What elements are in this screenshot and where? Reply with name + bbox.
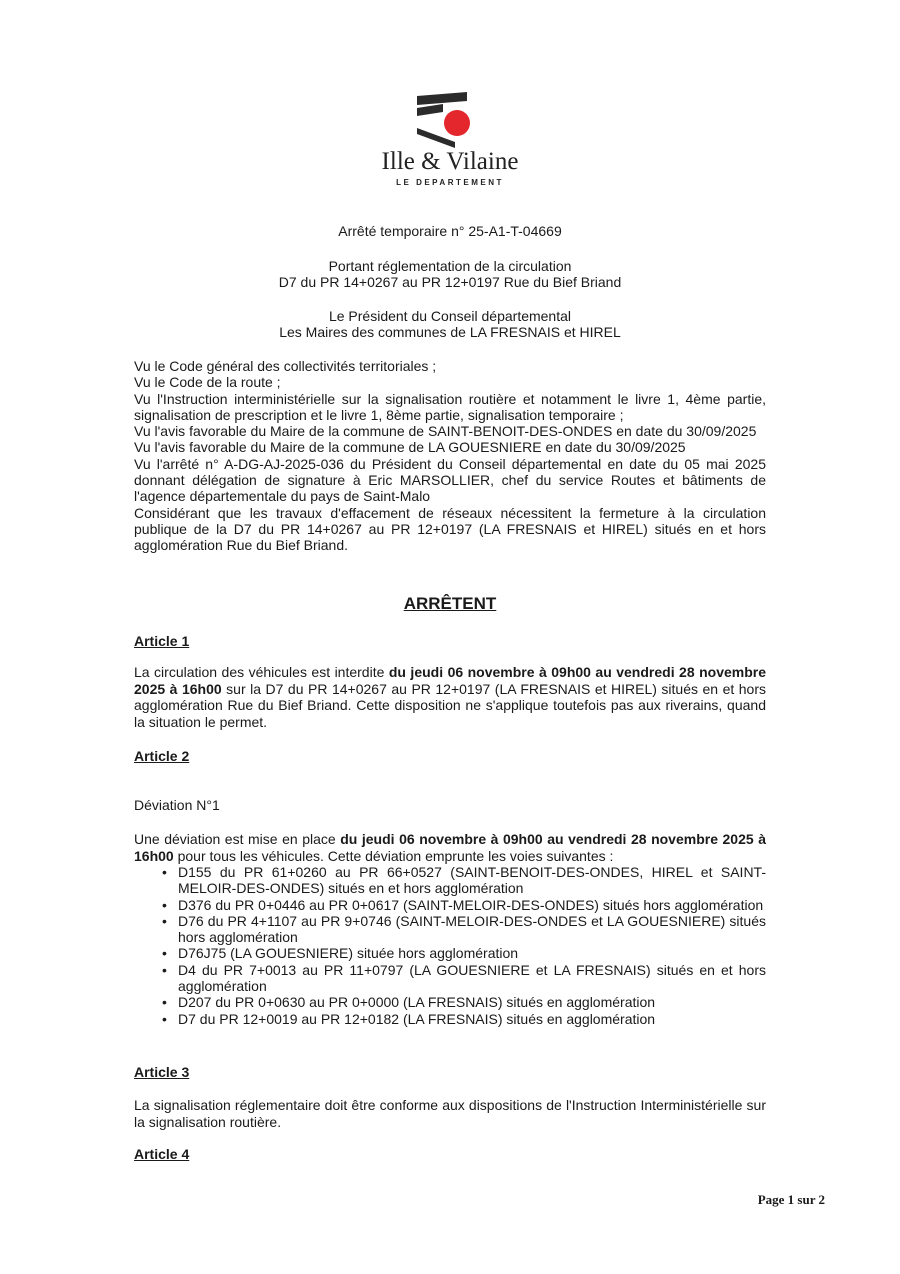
deviation-route: • D155 du PR 61+0260 au PR 66+0527 (SAINT-BENOIT-DES-ONDES, HIREL et SAINT-MELOIR-DES-ONDES) situés en et hors agglomération bbox=[178, 864, 766, 897]
article-3-text: La signalisation réglementaire doit être conforme aux dispositions de l'Instruction Interministérielle sur la signalisation routière. bbox=[134, 1097, 766, 1130]
article-1-text-a: La circulation des véhicules est interdite bbox=[134, 664, 389, 680]
article-1-heading: Article 1 bbox=[134, 633, 190, 649]
deviation-route: • D4 du PR 7+0013 au PR 11+0797 (LA GOUESNIERE et LA FRESNAIS) situés en et hors agglomération bbox=[178, 962, 766, 995]
logo-subtitle: LE DEPARTEMENT bbox=[396, 178, 504, 187]
preamble bbox=[134, 358, 766, 554]
deviation-route: • D376 du PR 0+0446 au PR 0+0617 (SAINT-MELOIR-DES-ONDES) situés hors agglomération bbox=[178, 897, 766, 913]
deviation-route: • D76 du PR 4+1107 au PR 9+0746 (SAINT-MELOIR-DES-ONDES et LA GOUESNIERE) situés hors agglomération bbox=[178, 913, 766, 946]
article-1-dates: du jeudi 06 novembre à 09h00 au vendredi 28 novembre 2025 à 16h00 bbox=[134, 664, 767, 697]
deviation-route: • D207 du PR 0+0630 au PR 0+0000 (LA FRESNAIS) situés en agglomération bbox=[178, 994, 766, 1010]
article-2-heading: Article 2 bbox=[134, 748, 190, 764]
preamble-item: Vu l'Instruction interministérielle sur la signalisation routière et notamment le livre 1, 4ème partie, signalisation de prescription et le livre 1, 8ème partie, signalisation temporaire ; bbox=[134, 390, 766, 423]
article-1-text-b: sur la D7 du PR 14+0267 au PR 12+0197 (LA FRESNAIS et HIREL) situés en et hors agglomération Rue du Bief Briand. Cette disposition ne s'applique toutefois pas aux riverains, quand la situation le permet. bbox=[134, 680, 767, 730]
deviation-route: • D76J75 (LA GOUESNIERE) située hors agglomération bbox=[178, 945, 766, 961]
deviation-route: • D7 du PR 12+0019 au PR 12+0182 (LA FRESNAIS) situés en agglomération bbox=[178, 1011, 766, 1027]
preamble-item: Vu le Code général des collectivités territoriales ; bbox=[134, 358, 437, 374]
decision-title: ARRÊTENT bbox=[403, 594, 497, 613]
authority-line-1: Le Président du Conseil départemental bbox=[328, 308, 572, 324]
ille-et-vilaine-emblem-icon bbox=[415, 92, 485, 148]
department-logo bbox=[360, 92, 540, 202]
page-number: Page 1 sur 2 bbox=[757, 1192, 825, 1207]
preamble-item: Vu l'avis favorable du Maire de la commune de LA GOUESNIERE en date du 30/09/2025 bbox=[134, 439, 686, 456]
preamble-item: Considérant que les travaux d'effacement de réseaux nécessitent la fermeture à la circulation publique de la D7 du PR 14+0267 au PR 12+0197 (LA FRESNAIS et HIREL) situés en et hors agglomération Rue du Bief Briand. bbox=[134, 504, 766, 554]
logo-title: Ille & Vilaine bbox=[381, 148, 519, 175]
article-2-text-b: pour tous les véhicules. Cette déviation emprunte les voies suivantes : bbox=[173, 847, 614, 864]
article-1-text bbox=[134, 664, 766, 730]
deviation-title: Déviation N°1 bbox=[134, 797, 220, 813]
deviation-route-list bbox=[134, 864, 766, 1027]
arrete-number: Arrêté temporaire n° 25-A1-T-04669 bbox=[338, 223, 562, 239]
subject-line-2: D7 du PR 14+0267 au PR 12+0197 Rue du Bief Briand bbox=[278, 274, 622, 290]
article-3-heading: Article 3 bbox=[134, 1064, 190, 1080]
article-2-text bbox=[134, 831, 766, 864]
article-2-dates: du jeudi 06 novembre à 09h00 au vendredi 28 novembre 2025 à 16h00 bbox=[134, 831, 766, 864]
preamble-item: Vu l'avis favorable du Maire de la commune de SAINT-BENOIT-DES-ONDES en date du 30/09/2025 bbox=[134, 423, 757, 440]
subject-line-1: Portant réglementation de la circulation bbox=[328, 258, 572, 274]
article-2-text-a: Une déviation est mise en place bbox=[134, 831, 341, 847]
preamble-item: Vu l'arrêté n° A-DG-AJ-2025-036 du Président du Conseil départemental en date du 05 mai 2025 donnant délégation de signature à Eric MARSOLLIER, chef du service Routes et bâtiments de l'agence départementale du pays de Saint-Malo bbox=[134, 455, 766, 505]
preamble-item: Vu le Code de la route ; bbox=[134, 374, 281, 391]
article-4-heading: Article 4 bbox=[134, 1146, 190, 1162]
authority-line-2: Les Maires des communes de LA FRESNAIS et HIREL bbox=[279, 324, 621, 340]
